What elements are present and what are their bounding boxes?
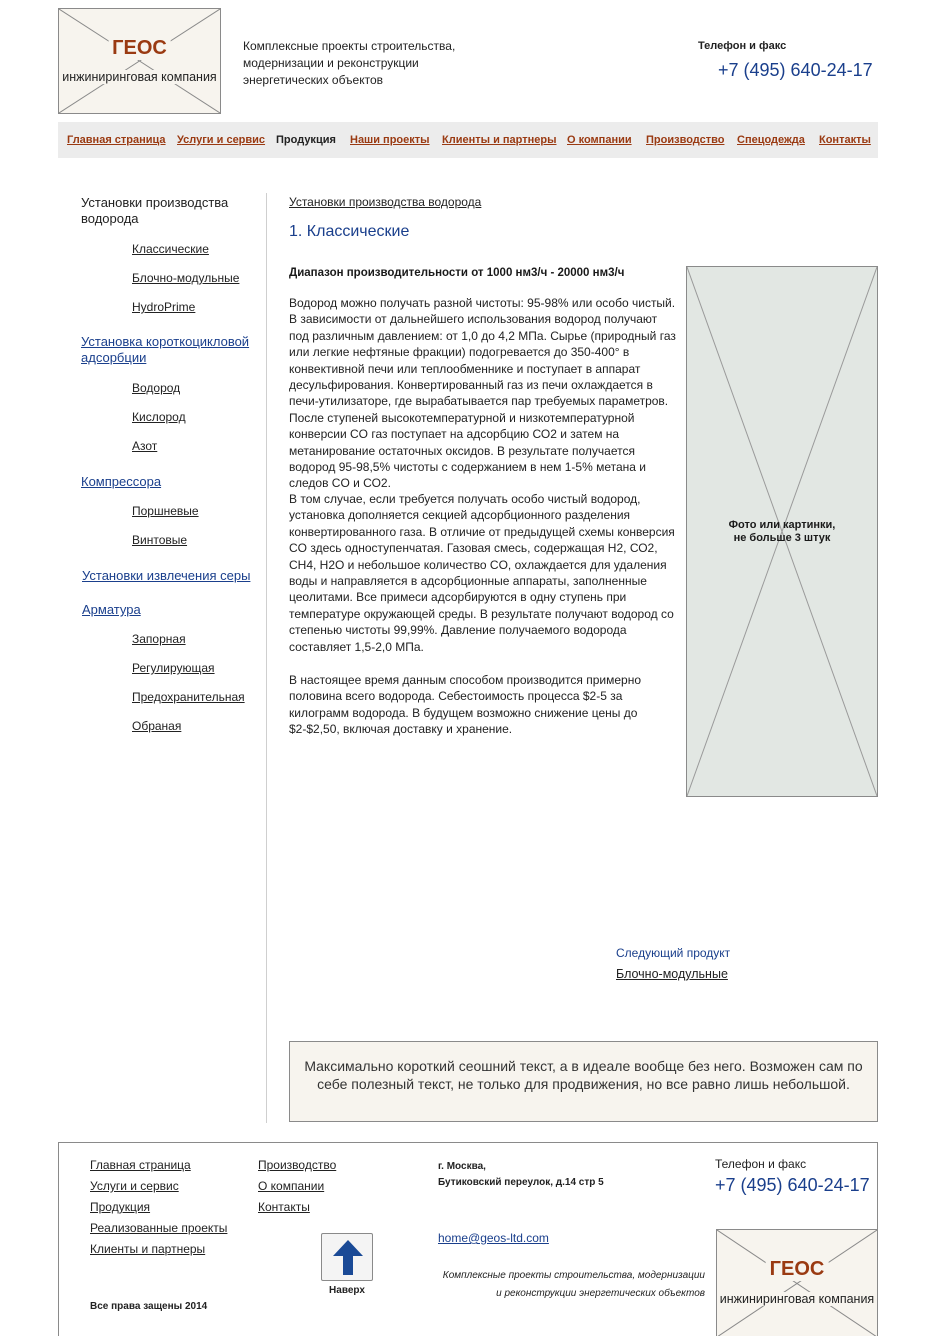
sidebar-section-sulfur-recovery[interactable]: Установки извлечения серы [82, 568, 251, 583]
seo-text: Максимально короткий сеошний текст, а в идеале вообще без него. Возможен сам по себе полезный текст, не только для продвижения, но все равно лишь небольшой. [304, 1058, 863, 1092]
sidebar-item-piston[interactable]: Поршневые [132, 504, 199, 518]
nav-item-projects[interactable]: Наши проекты [350, 134, 430, 146]
footer-link-products[interactable]: Продукция [90, 1200, 151, 1214]
page-title: 1. Классические [289, 223, 410, 240]
paragraph-2: В том случае, если требуется получать особо чистый водород, установка дополняется секцией адсорбционного разделения конвертированного газа. В отличие от предыдущей схемы конверсия CO здесь одноступенчатая. Газовая смесь, содержащая Н2, СО2, СН4, Н2О и небольшое количество CO, охлаждается для удаления воды и направляется в адсорбционные аппараты, заполненные цеолитами. Все примеси адсорбируются в одну ступень при температуре окружающей среды. В результате получают водород со степенью чистоты 99,99%. Давление получаемого водорода составляет 1,5-2,0 МПа. [289, 492, 675, 654]
sidebar-item-hydrogen[interactable]: Водород [132, 381, 181, 395]
footer-address-city: г. Москва, [438, 1161, 486, 1172]
nav-item-services[interactable]: Услуги и сервис [177, 134, 266, 146]
capacity-heading: Диапазон производительности от 1000 нм3/ч - 20000 нм3/ч [289, 267, 625, 279]
sidebar-item-classic[interactable]: Классические [132, 242, 209, 256]
sidebar-item-screw[interactable]: Винтовые [132, 533, 188, 547]
footer-phone-label: Телефон и факс [715, 1157, 807, 1171]
footer-logo-cross [717, 1230, 877, 1336]
footer-tagline [405, 1267, 705, 1303]
footer-link-services[interactable]: Услуги и сервис [90, 1179, 179, 1193]
next-product-label: Следующий продукт [616, 946, 731, 960]
sidebar-item-safety[interactable]: Предохранительная [132, 690, 245, 704]
logo-subtitle: инжиниринговая компания [59, 70, 219, 84]
header-logo[interactable] [58, 8, 221, 114]
sidebar-item-block-modular[interactable]: Блочно-модульные [132, 271, 240, 285]
footer-logo-subtitle: инжиниринговая компания [717, 1292, 877, 1306]
back-to-top-label: Наверх [329, 1285, 365, 1296]
sidebar-item-control[interactable]: Регулирующая [132, 661, 215, 675]
sidebar-section-psa[interactable]: Установка короткоцикловой адсорбции [81, 334, 250, 365]
footer-email[interactable]: home@geos-ltd.com [438, 1231, 549, 1245]
nav-item-about[interactable]: О компании [567, 134, 632, 146]
sidebar-item-oxygen[interactable]: Кислород [132, 410, 186, 424]
nav-item-clients[interactable]: Клиенты и партнеры [442, 134, 557, 146]
footer [58, 1142, 878, 1336]
nav-item-contacts[interactable]: Контакты [819, 134, 871, 146]
logo-title: ГЕОС [108, 37, 171, 60]
breadcrumb[interactable]: Установки производства водорода [289, 195, 482, 209]
header-phone[interactable]: +7 (495) 640-24-17 [718, 60, 873, 80]
product-image-placeholder [686, 266, 878, 797]
footer-address-street: Бутиковский переулок, д.14 стр 5 [438, 1177, 604, 1188]
nav-item-home[interactable]: Главная страница [67, 134, 166, 146]
sidebar-section-hydrogen-plants[interactable]: Установки производства водорода [81, 195, 229, 226]
header-tagline: Комплексные проекты строительства, модернизации и реконструкции энергетических объектов [243, 39, 456, 87]
seo-text-box [289, 1041, 878, 1122]
footer-link-projects[interactable]: Реализованные проекты [90, 1221, 228, 1235]
nav-item-workwear[interactable]: Спецодежда [737, 134, 805, 146]
footer-address [438, 1159, 604, 1191]
next-product-link[interactable]: Блочно-модульные [616, 967, 728, 981]
header-phone-label: Телефон и факс [698, 40, 787, 52]
footer-tagline-line2: и реконструкции энергетических объектов [496, 1288, 705, 1299]
sidebar-item-nitrogen[interactable]: Азот [132, 439, 158, 453]
arrow-up-icon [322, 1234, 374, 1282]
back-to-top-button[interactable] [321, 1233, 373, 1281]
sidebar-item-shutoff[interactable]: Запорная [132, 632, 186, 646]
sidebar-section-valves[interactable]: Арматура [82, 602, 141, 617]
footer-link-home[interactable]: Главная страница [90, 1158, 191, 1172]
sidebar-item-check[interactable]: Обраная [132, 719, 182, 733]
footer-link-production[interactable]: Производство [258, 1158, 337, 1172]
paragraph-1: Водород можно получать разной чистоты: 95-98% или особо чистый. В зависимости от дальнейшего использования водород получают под различным давлением: от 1,0 до 4,2 МПа. Сырье (природный газ или легкие нефтяные фракции) подогревается до 350-400° в конвективной печи или теплообменнике и поступает в аппарат десульфирования. Конвертированный газ из печи охлаждается в печи-утилизаторе, где вырабатывается пар требуемых параметров. После ступеней высокотемпературной и низкотемпературной конверсии CO газ поступает на адсорбцию СО2 и затем на метанирование остаточных оксидов. В результате получается водород 95-98,5% чистоты с содержанием в нем 1-5% метана и следов CO и СО2. [289, 296, 676, 491]
footer-logo[interactable] [716, 1229, 878, 1336]
footer-link-contacts[interactable]: Контакты [258, 1200, 310, 1214]
footer-link-clients[interactable]: Клиенты и партнеры [90, 1242, 206, 1256]
sidebar-item-hydroprime[interactable]: HydroPrime [132, 300, 196, 314]
nav-item-production[interactable]: Производство [646, 134, 725, 146]
paragraph-3: В настоящее время данным способом производится примерно половина всего водорода. Себестоимость процесса $2-5 за килограмм водорода. В будущем возможно снижение цены до $2-$2,50, включая доставку и хранение. [289, 673, 642, 737]
vertical-divider [266, 193, 267, 1123]
logo-placeholder-cross [59, 9, 220, 113]
footer-tagline-line1: Комплексные проекты строительства, модернизации [442, 1270, 705, 1281]
footer-logo-title: ГЕОС [766, 1258, 829, 1281]
main-nav [58, 122, 878, 158]
sidebar-section-compressors[interactable]: Компрессора [81, 474, 162, 489]
footer-phone[interactable]: +7 (495) 640-24-17 [715, 1175, 870, 1195]
image-caption: Фото или картинки, не больше 3 штук [728, 519, 836, 544]
footer-copyright: Все права защены 2014 [90, 1301, 208, 1312]
nav-item-products[interactable]: Продукция [276, 134, 336, 146]
footer-link-about[interactable]: О компании [258, 1179, 325, 1193]
